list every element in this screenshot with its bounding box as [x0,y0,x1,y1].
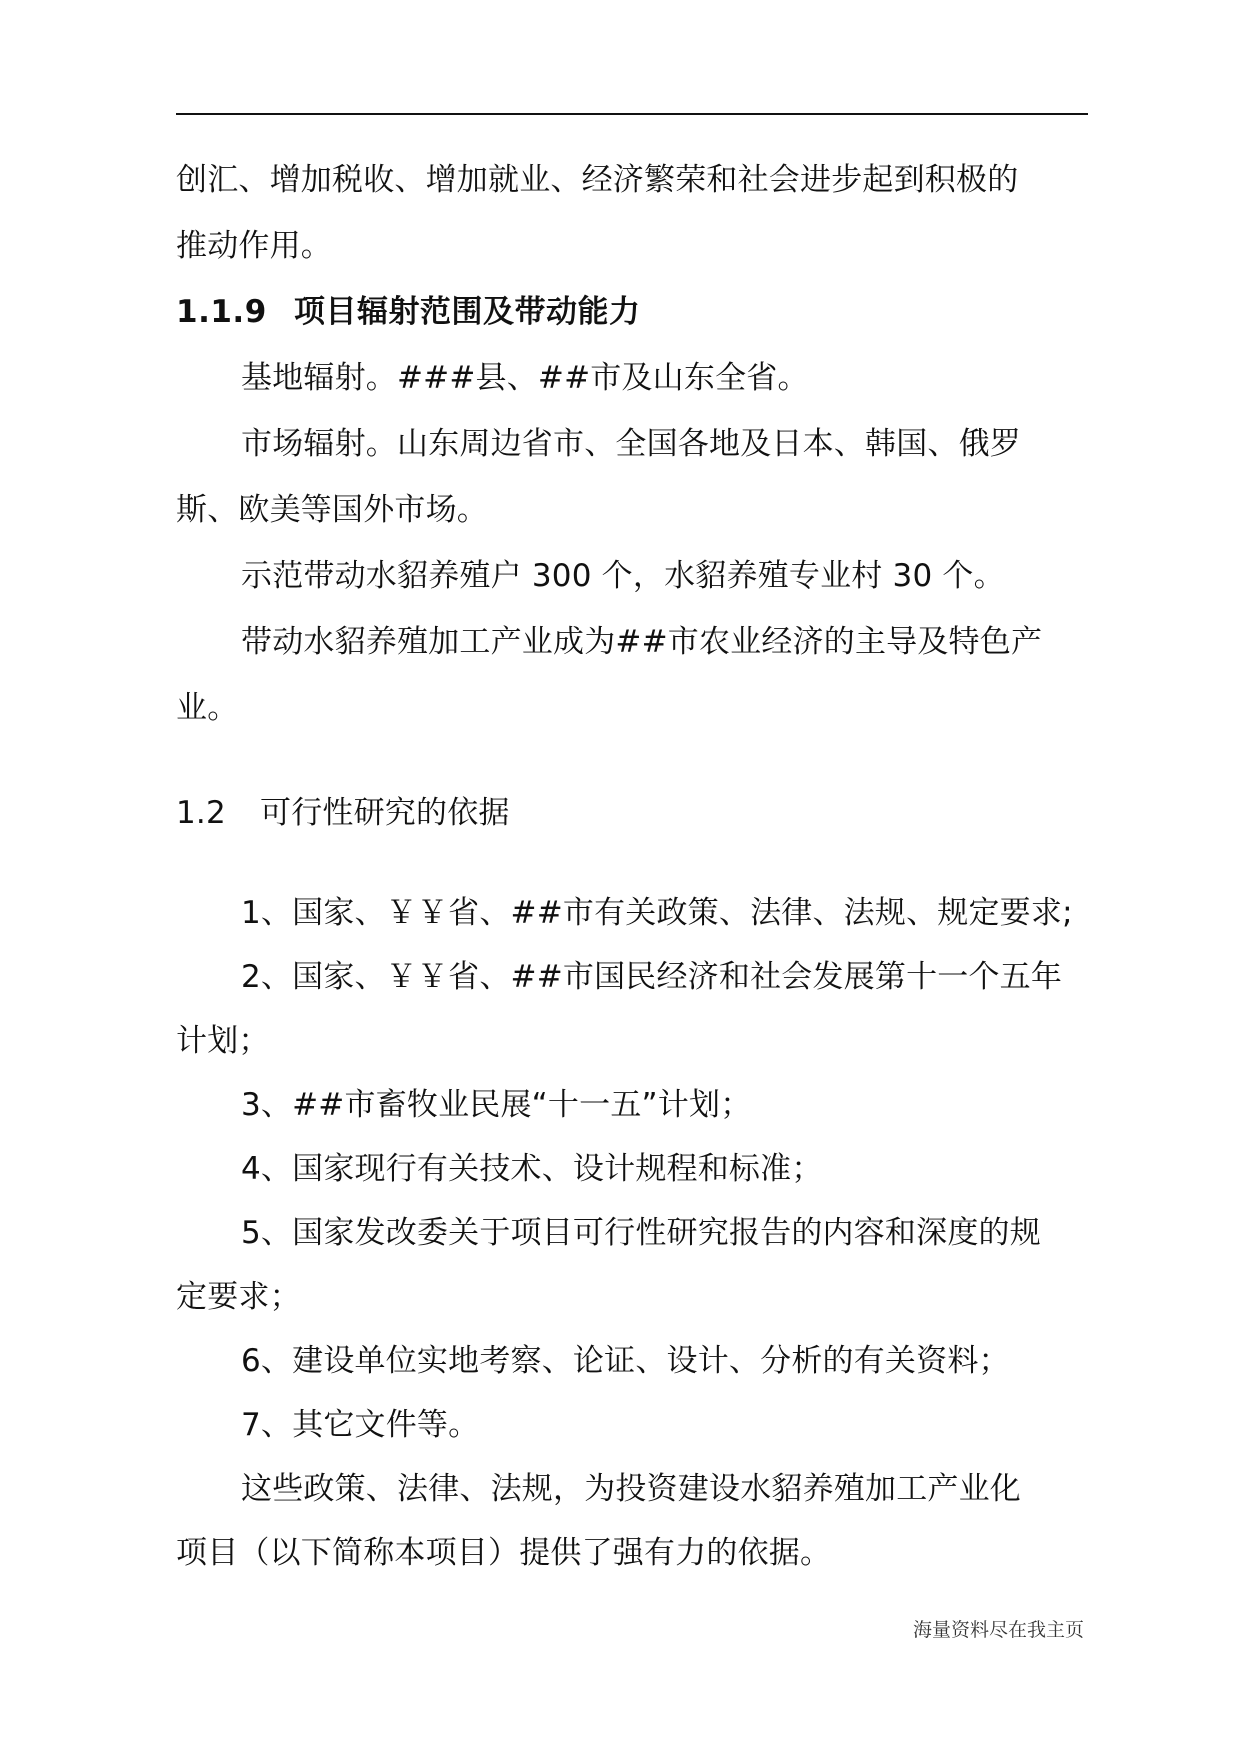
section-number: 1.2 [176,795,226,831]
header-rule [176,113,1088,115]
closing-paragraph-line-2: 项目（以下简称本项目）提供了强有力的依据。 [176,1535,832,1571]
basis-item-5-line-1: 5、国家发改委关于项目可行性研究报告的内容和深度的规 [241,1215,1041,1251]
section-number: 1.1.9 [176,294,267,330]
basis-item-4: 4、国家现行有关技术、设计规程和标准； [241,1151,823,1187]
base-radiation-paragraph: 基地辐射。###县、##市及山东全省。 [241,360,809,396]
section-title: 项目辐射范围及带动能力 [294,294,641,330]
basis-item-6: 6、建设单位实地考察、论证、设计、分析的有关资料； [241,1343,1010,1379]
market-radiation-line-1: 市场辐射。山东周边省市、全国各地及日本、韩国、俄罗 [241,426,1021,462]
industry-drive-line-1: 带动水貂养殖加工产业成为##市农业经济的主导及特色产 [241,624,1043,660]
basis-item-1: 1、国家、￥￥省、##市有关政策、法律、法规、规定要求; [241,895,1073,931]
section-heading-1-2 [176,793,510,833]
industry-drive-line-2: 业。 [176,690,239,726]
basis-item-2-line-1: 2、国家、￥￥省、##市国民经济和社会发展第十一个五年 [241,959,1063,995]
section-heading-1-1-9 [176,292,641,332]
demonstration-paragraph: 示范带动水貂养殖户 300 个，水貂养殖专业村 30 个。 [241,558,1005,594]
basis-item-2-line-2: 计划； [176,1023,270,1059]
intro-paragraph-line-2: 推动作用。 [176,228,332,264]
closing-paragraph-line-1: 这些政策、法律、法规，为投资建设水貂养殖加工产业化 [241,1471,1021,1507]
basis-item-5-line-2: 定要求； [176,1279,301,1315]
intro-paragraph-line-1: 创汇、增加税收、增加就业、经济繁荣和社会进步起到积极的 [176,162,1019,198]
page-footer-note: 海量资料尽在我主页 [912,1619,1084,1641]
market-radiation-line-2: 斯、欧美等国外市场。 [176,492,488,528]
section-title: 可行性研究的依据 [260,795,510,831]
basis-item-3: 3、##市畜牧业民展“十一五”计划； [241,1087,752,1123]
basis-item-7: 7、其它文件等。 [241,1407,480,1443]
